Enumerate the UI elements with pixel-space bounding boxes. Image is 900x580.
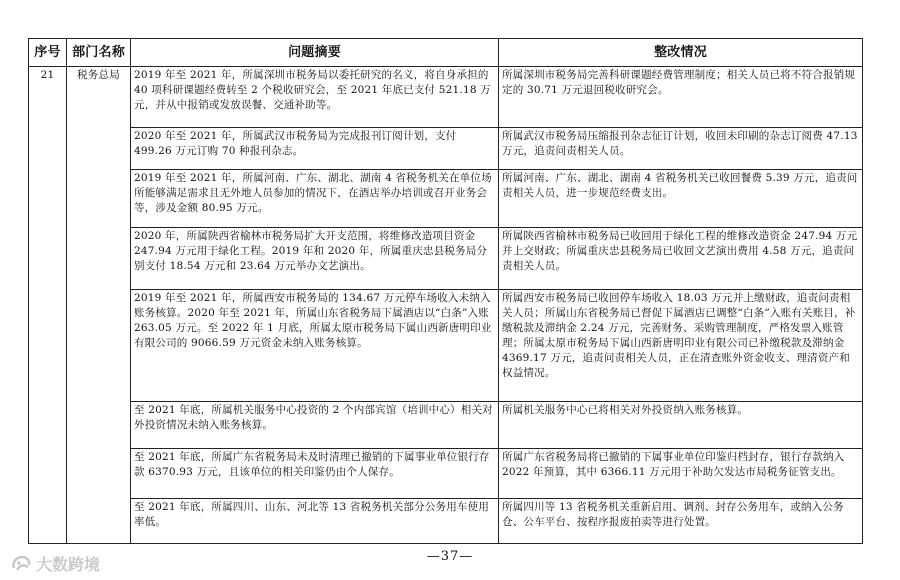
table-row [29, 499, 863, 544]
rectification-cell: 所属深圳市税务局完善科研课题经费管理制度；相关人员已将不符合报销规定的 30.71 万元退回税收研究会。 [499, 67, 863, 128]
serial-number-cell: 21 [29, 67, 67, 544]
table-row [29, 128, 863, 170]
issue-cell: 2020 年，所属陕西省榆林市税务局扩大开支范围，将维修改造项目资金 247.94 万元用于绿化工程。2019 年和 2020 年，所属重庆忠县税务局分别支付 18.54 万元和 23.64 万元举办文艺演出。 [131, 228, 499, 290]
issue-cell: 2019 年至 2021 年，所属深圳市税务局以委托研究的名义，将自身承担的 40 项科研课题经费转至 2 个税收研究会，至 2021 年底已支付 521.18 万元，并从中报销或发放误餐、交通补助等。 [131, 67, 499, 128]
table-row [29, 67, 863, 128]
issue-cell: 至 2021 年底，所属广东省税务局未及时清理已撤销的下属事业单位银行存款 6370.93 万元，且该单位的相关印鉴仍由个人保存。 [131, 449, 499, 499]
issue-cell: 2019 年至 2021 年，所属河南、广东、湖北、湖南 4 省税务机关在单位场所能够满足需求且无外地人员参加的情况下，在酒店举办培训或召开业务会等，涉及金额 80.95 万元。 [131, 170, 499, 228]
issue-cell: 至 2021 年底，所属机关服务中心投资的 2 个内部宾馆（培训中心）相关对外投资情况未纳入账务核算。 [131, 402, 499, 449]
issue-cell: 至 2021 年底，所属四川、山东、河北等 13 省税务机关部分公务用车使用率低。 [131, 499, 499, 544]
watermark-text: 大数跨境 [36, 555, 101, 574]
header-department-name: 部门名称 [67, 39, 131, 67]
rectification-cell: 所属西安市税务局已收回停车场收入 18.03 万元并上缴财政，追责问责相关人员；所属山东省税务局已督促下属酒店已调整“白条”入账有关账目，补缴税款及滞纳金 2.24 万元，完善财务、采购管理制度，严格发票入账管理；所属太原市税务局下属山西新唐明印业有限公司已补缴税款及滞纳金 4369.17 万元，追责问责相关人员，正在清查账外资金收支、理清资产和权益情况。 [499, 290, 863, 402]
rectification-cell: 所属机关服务中心已将相关对外投资纳入账务核算。 [499, 402, 863, 449]
page-number: —37— [426, 549, 474, 564]
audit-table [28, 38, 863, 544]
watermark-logo-icon [10, 554, 32, 574]
rectification-cell: 所属河南、广东、湖北、湖南 4 省税务机关已收回餐费 5.39 万元，追责问责相关人员，进一步规范经费支出。 [499, 170, 863, 228]
issue-cell: 2020 年至 2021 年，所属武汉市税务局为完成报刊订阅计划，支付 499.26 万元订购 70 种报刊杂志。 [131, 128, 499, 170]
header-issue-summary: 问题摘要 [131, 39, 499, 67]
rectification-cell: 所属四川等 13 省税务机关重新启用、调剂、封存公务用车，或纳入公务仓、公车平台、按程序报废拍卖等进行处置。 [499, 499, 863, 544]
header-row [29, 39, 863, 67]
table-row [29, 449, 863, 499]
table-row [29, 228, 863, 290]
rectification-cell: 所属广东省税务局将已撤销的下属事业单位印鉴归档封存，银行存款纳入 2022 年预算，其中 6366.11 万元用于补助欠发达市局税务征管支出。 [499, 449, 863, 499]
department-cell: 税务总局 [67, 67, 131, 544]
table-row [29, 290, 863, 402]
rectification-cell: 所属陕西省榆林市税务局已收回用于绿化工程的维修改造资金 247.94 万元并上交财政；所属重庆忠县税务局已收回文艺演出费用 4.58 万元，追责问责相关人员。 [499, 228, 863, 290]
table-row [29, 402, 863, 449]
watermark [10, 552, 100, 575]
header-serial-number: 序号 [29, 39, 67, 67]
table-row [29, 170, 863, 228]
issue-cell: 2019 年至 2021 年，所属西安市税务局的 134.67 万元停车场收入未纳入账务核算。2020 年至 2021 年，所属山东省税务局下属酒店以“白条”入账 263.05 万元。至 2022 年 1 月底，所属太原市税务局下属山西新唐明印业有限公司的 9066.59 万元资金未纳入账务核算。 [131, 290, 499, 402]
rectification-cell: 所属武汉市税务局压缩报刊杂志征订计划，收回未印刷的杂志订阅费 47.13 万元，追责问责相关人员。 [499, 128, 863, 170]
header-rectification-status: 整改情况 [499, 39, 863, 67]
